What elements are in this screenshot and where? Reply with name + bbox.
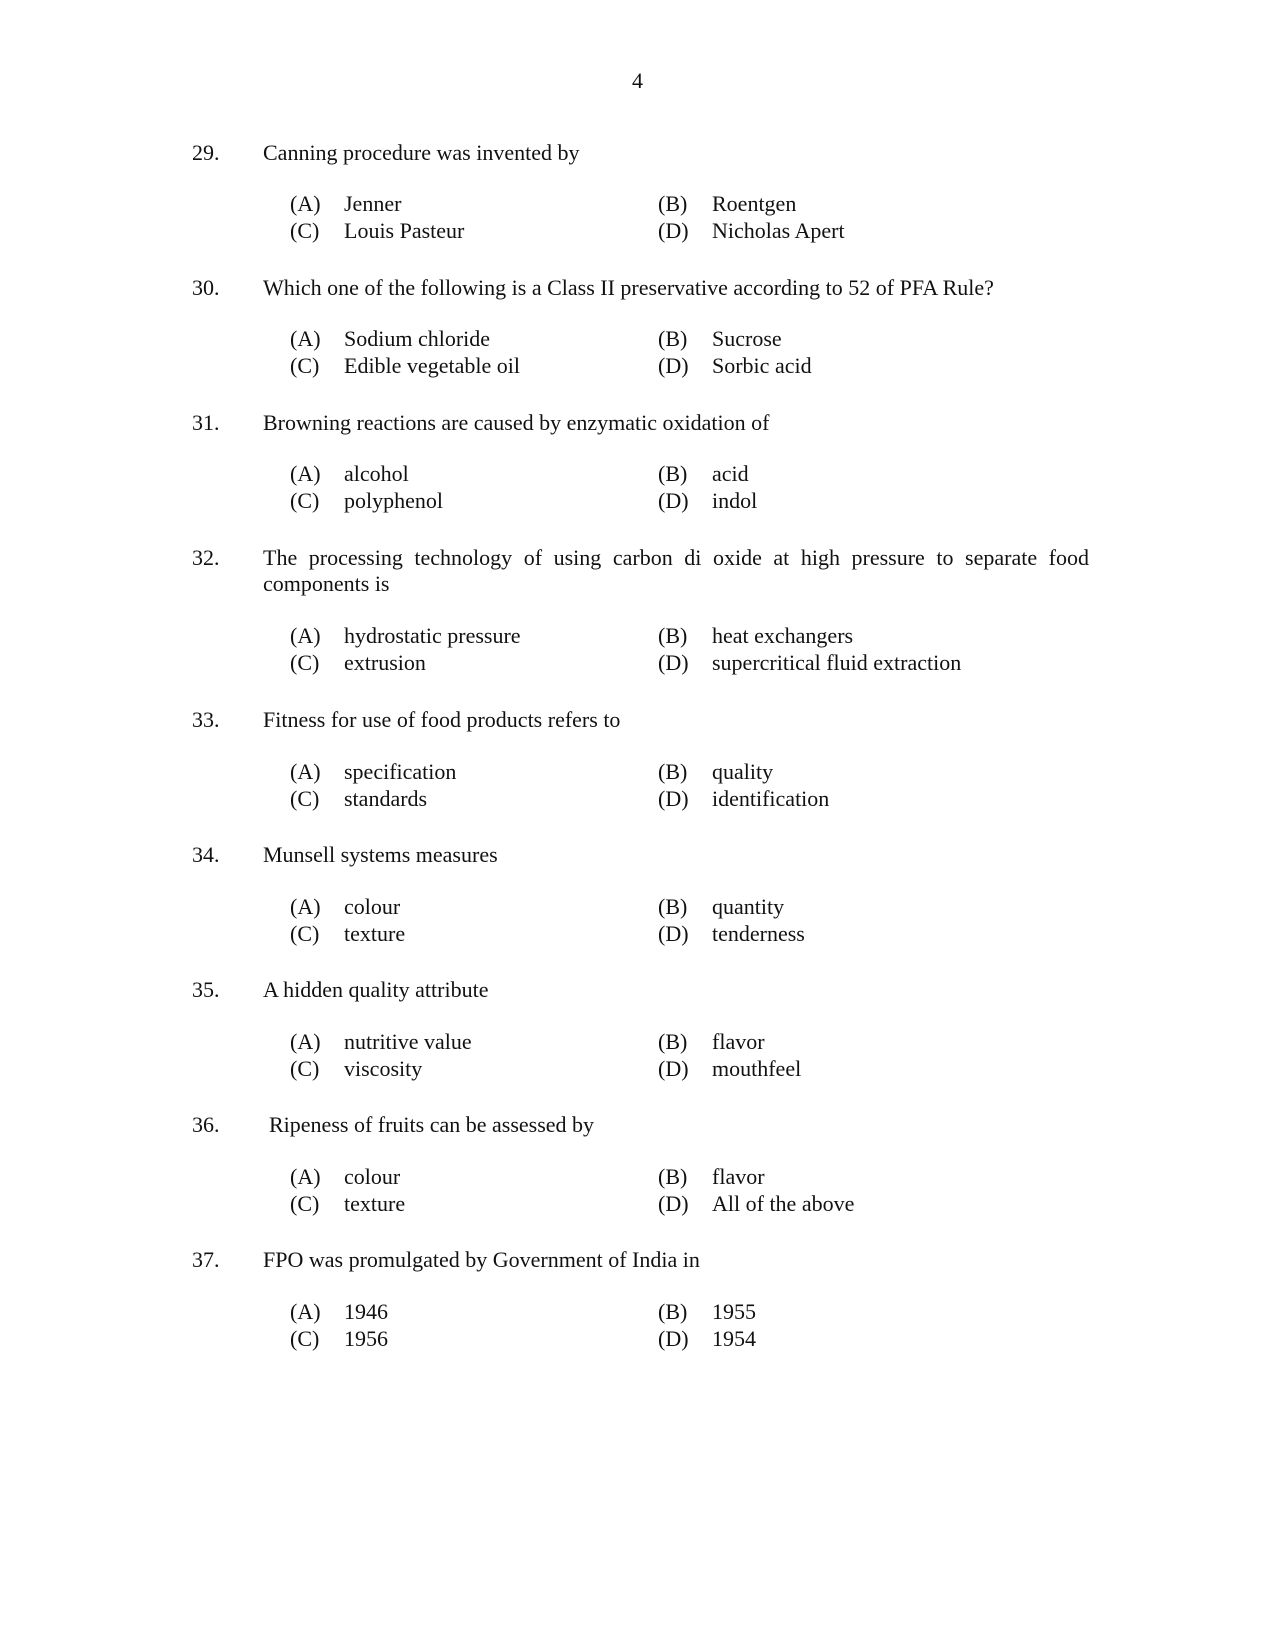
option-letter: (B)	[658, 1029, 688, 1054]
question-text: A hidden quality attribute	[263, 977, 489, 1002]
question-text: The processing technology of using carbon di oxide at high pressure to separate food components is	[263, 545, 1089, 596]
option-value: Sucrose	[712, 326, 782, 351]
option-letter: (C)	[290, 650, 320, 675]
option-letter: (B)	[658, 894, 688, 919]
option-letter: (C)	[290, 1056, 320, 1081]
option-letter: (C)	[290, 1326, 320, 1351]
question-text: FPO was promulgated by Government of India in	[263, 1247, 700, 1272]
option-value: acid	[712, 461, 749, 486]
question-text: Ripeness of fruits can be assessed by	[269, 1112, 595, 1137]
option-value: alcohol	[344, 461, 409, 486]
option-letter: (C)	[290, 353, 320, 378]
option-value: flavor	[712, 1029, 765, 1054]
option-letter: (D)	[658, 218, 689, 243]
question-number: 32.	[192, 545, 220, 570]
question-text: Which one of the following is a Class II preservative according to 52 of PFA Rule?	[263, 275, 994, 300]
page-number: 4	[632, 68, 643, 93]
option-letter: (B)	[658, 623, 688, 648]
question-text: Canning procedure was invented by	[263, 140, 580, 165]
option-letter: (C)	[290, 921, 320, 946]
option-letter: (B)	[658, 759, 688, 784]
option-value: texture	[344, 921, 406, 946]
option-letter: (D)	[658, 1326, 689, 1351]
option-value: 1956	[344, 1326, 388, 1351]
option-letter: (A)	[290, 1164, 321, 1189]
option-value: 1946	[344, 1299, 388, 1324]
option-letter: (A)	[290, 1029, 321, 1054]
option-value: hydrostatic pressure	[344, 623, 521, 648]
option-letter: (B)	[658, 461, 688, 486]
question-number: 29.	[192, 140, 220, 165]
option-value: All of the above	[712, 1191, 855, 1216]
option-value: Louis Pasteur	[344, 218, 465, 243]
option-letter: (D)	[658, 921, 689, 946]
option-letter: (C)	[290, 1191, 320, 1216]
question-number: 34.	[192, 842, 220, 867]
option-value: Roentgen	[712, 191, 797, 216]
option-value: colour	[344, 1164, 401, 1189]
question-number: 33.	[192, 707, 220, 732]
question-number: 36.	[192, 1112, 220, 1137]
option-letter: (C)	[290, 488, 320, 513]
option-letter: (A)	[290, 623, 321, 648]
option-letter: (D)	[658, 488, 689, 513]
option-value: polyphenol	[344, 488, 443, 513]
option-value: identification	[712, 786, 830, 811]
option-value: heat exchangers	[712, 623, 854, 648]
option-value: 1954	[712, 1326, 756, 1351]
option-value: standards	[344, 786, 428, 811]
question-number: 31.	[192, 410, 220, 435]
option-value: Sorbic acid	[712, 353, 812, 378]
question-number: 30.	[192, 275, 220, 300]
option-letter: (D)	[658, 650, 689, 675]
option-letter: (B)	[658, 326, 688, 351]
option-value: specification	[344, 759, 457, 784]
option-letter: (B)	[658, 1164, 688, 1189]
question-number: 37.	[192, 1247, 220, 1272]
option-letter: (A)	[290, 461, 321, 486]
option-letter: (B)	[658, 1299, 688, 1324]
option-value: texture	[344, 1191, 406, 1216]
option-value: 1955	[712, 1299, 756, 1324]
option-value: Sodium chloride	[344, 326, 491, 351]
option-value: colour	[344, 894, 401, 919]
question-text: Munsell systems measures	[263, 842, 498, 867]
option-value: indol	[712, 488, 758, 513]
option-value: supercritical fluid extraction	[712, 650, 962, 675]
option-value: Edible vegetable oil	[344, 353, 520, 378]
option-letter: (D)	[658, 786, 689, 811]
option-value: quality	[712, 759, 774, 784]
question-text: Browning reactions are caused by enzymatic oxidation of	[263, 410, 770, 435]
option-value: nutritive value	[344, 1029, 472, 1054]
option-letter: (C)	[290, 786, 320, 811]
option-letter: (A)	[290, 326, 321, 351]
option-value: mouthfeel	[712, 1056, 802, 1081]
option-value: tenderness	[712, 921, 805, 946]
option-letter: (D)	[658, 1191, 689, 1216]
option-value: Jenner	[344, 191, 402, 216]
option-value: viscosity	[344, 1056, 423, 1081]
option-letter: (A)	[290, 894, 321, 919]
option-value: extrusion	[344, 650, 426, 675]
question-number: 35.	[192, 977, 220, 1002]
option-value: quantity	[712, 894, 785, 919]
option-value: flavor	[712, 1164, 765, 1189]
question-text: Fitness for use of food products refers to	[263, 707, 621, 732]
option-value: Nicholas Apert	[712, 218, 845, 243]
option-letter: (A)	[290, 1299, 321, 1324]
option-letter: (B)	[658, 191, 688, 216]
option-letter: (A)	[290, 759, 321, 784]
option-letter: (D)	[658, 1056, 689, 1081]
option-letter: (D)	[658, 353, 689, 378]
option-letter: (A)	[290, 191, 321, 216]
option-letter: (C)	[290, 218, 320, 243]
